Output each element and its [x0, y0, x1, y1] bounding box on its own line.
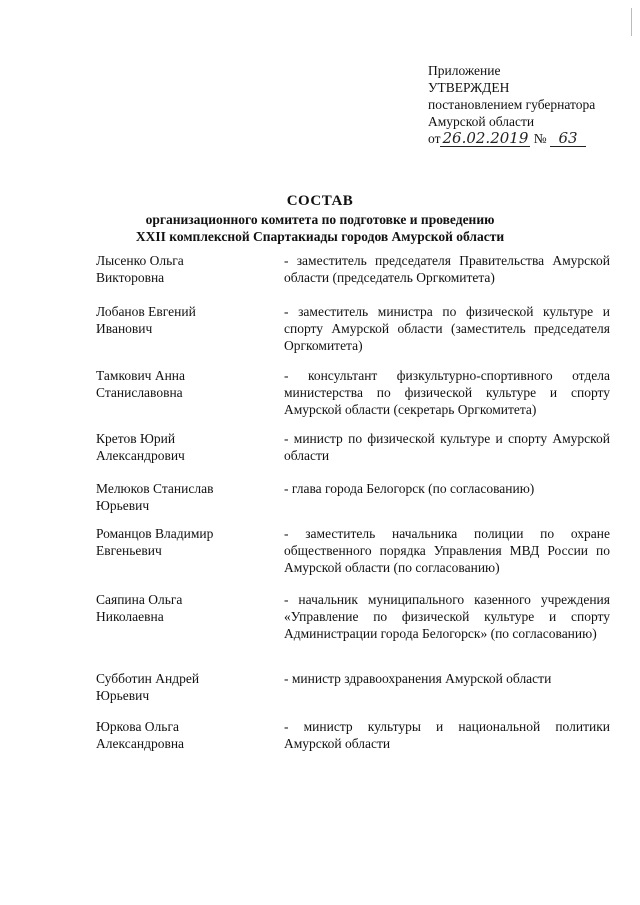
member-role: - заместитель начальника полиции по охране общественного порядка Управления МВД России по Амурской области (по согласованию) [284, 526, 610, 575]
member-patronymic: Александрович [96, 448, 185, 463]
member-surname-firstname: Субботин Андрей [96, 671, 200, 686]
member-surname-firstname: Тамкович Анна [96, 368, 186, 383]
member-role: - начальник муниципального казенного учреждения «Управление по физической культуре и спорту Администрации города Белогорск» (по согласованию) [284, 592, 610, 641]
member-surname-firstname: Лобанов Евгений [96, 304, 196, 319]
member-surname-firstname: Лысенко Ольга [96, 253, 184, 268]
approval-attachment-label: Приложение [428, 63, 501, 78]
member-name [96, 670, 276, 704]
member-name [96, 367, 276, 401]
member-role: - глава города Белогорск (по согласованию) [284, 481, 535, 496]
member-surname-firstname: Романцов Владимир [96, 526, 214, 541]
handwritten-date: 26.02.2019 [442, 129, 529, 147]
title-subtitle-line2: XXII комплексной Спартакиады городов Амурской области [135, 229, 505, 244]
member-patronymic: Юрьевич [96, 688, 150, 703]
approval-date-line [428, 130, 595, 147]
member-role: - заместитель министра по физической культуре и спорту Амурской области (заместитель председателя Оргкомитета) [284, 304, 610, 353]
approval-approved-label: УТВЕРЖДЕН [428, 80, 510, 95]
member-role: - заместитель председателя Правительства Амурской области (председатель Оргкомитета) [284, 253, 610, 285]
member-patronymic: Николаевна [96, 609, 164, 624]
member-name [96, 591, 276, 625]
member-name [96, 430, 276, 464]
member-role: - консультант физкультурно-спортивного отдела министерства по физической культуре и спорту Амурской области (секретарь Оргкомитета) [284, 368, 610, 417]
member-surname-firstname: Юркова Ольга [96, 719, 179, 734]
document-title [0, 191, 640, 245]
member-patronymic: Иванович [96, 321, 153, 336]
member-patronymic: Евгеньевич [96, 543, 162, 558]
approval-stamp-block [428, 62, 595, 147]
member-patronymic: Станиславовна [96, 385, 183, 400]
member-name [96, 252, 276, 286]
member-role: - министр здравоохранения Амурской области [284, 671, 552, 686]
member-patronymic: Юрьевич [96, 498, 150, 513]
member-patronymic: Александровна [96, 736, 185, 751]
approval-region-label: Амурской области [428, 114, 535, 129]
title-heading: СОСТАВ [286, 193, 354, 209]
member-name [96, 480, 276, 514]
member-name [96, 303, 276, 337]
member-role: - министр культуры и национальной политики Амурской области [284, 719, 610, 751]
member-patronymic: Викторовна [96, 270, 165, 285]
member-name [96, 525, 276, 559]
member-name [96, 718, 276, 752]
date-prefix: от [428, 131, 441, 146]
member-role: - министр по физической культуре и спорту Амурской области [284, 431, 610, 463]
member-surname-firstname: Саяпина Ольга [96, 592, 183, 607]
number-prefix: № [533, 131, 547, 146]
approval-decree-label: постановлением губернатора [428, 97, 596, 112]
member-surname-firstname: Кретов Юрий [96, 431, 176, 446]
title-subtitle-line1: организационного комитета по подготовке и проведению [145, 212, 495, 227]
handwritten-number: 63 [550, 130, 586, 147]
member-surname-firstname: Мелюков Станислав [96, 481, 214, 496]
scan-edge-mark [627, 8, 632, 36]
